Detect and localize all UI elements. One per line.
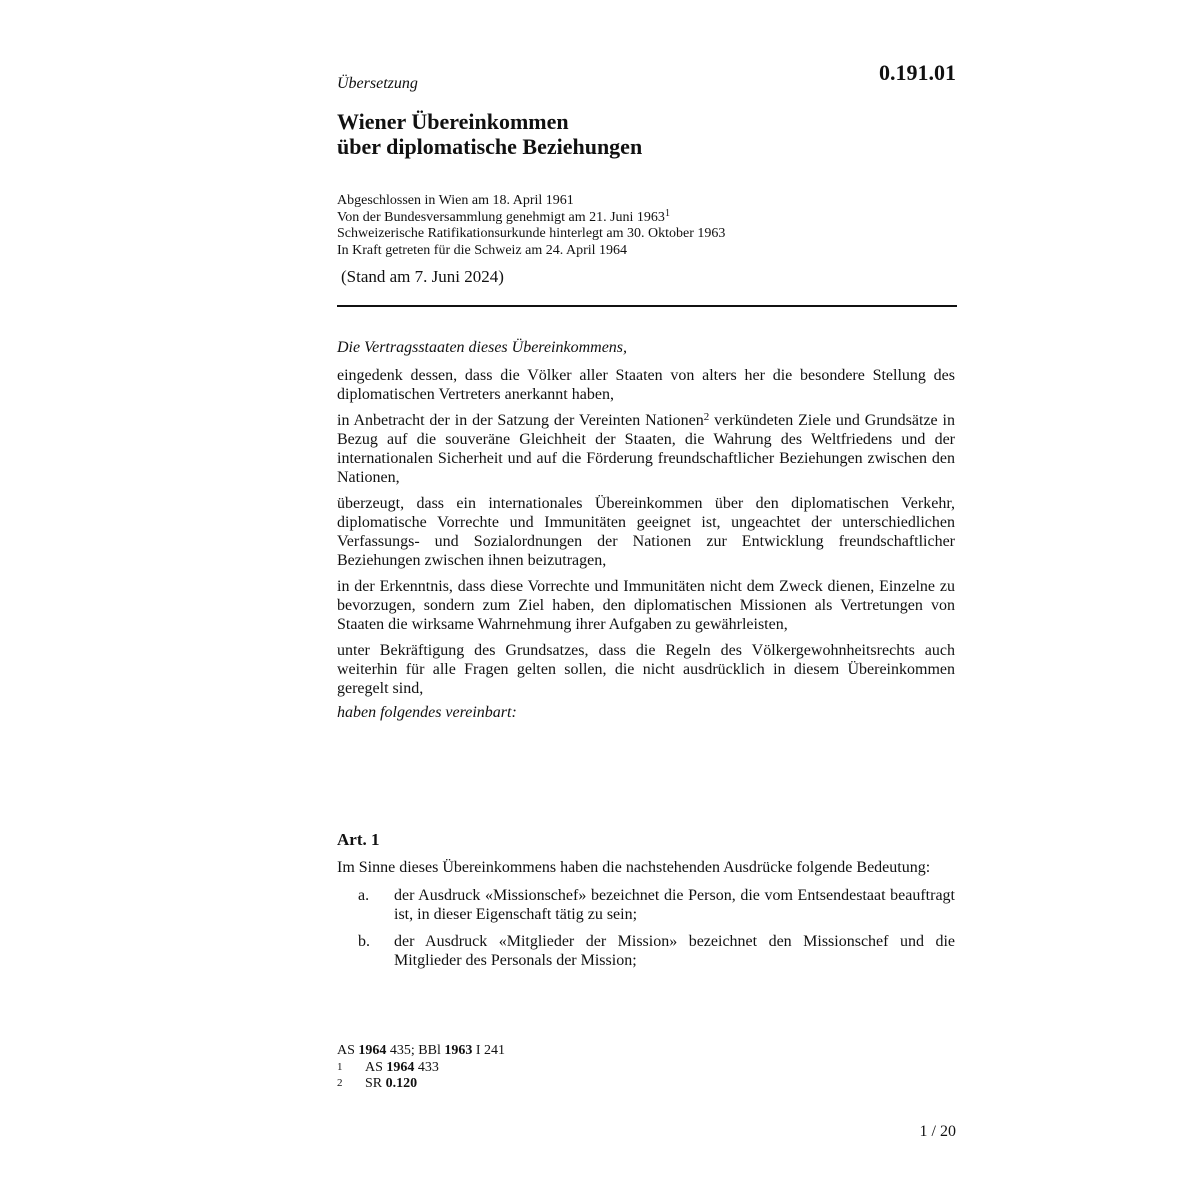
footnote-ref[interactable]: 2 — [703, 411, 710, 423]
preamble-paragraph: überzeugt, dass ein internationales Übereinkommen über den diplomatischen Verkehr, diplomatische Vorrechte und Immunitäten geeignet ist, ungeachtet der unterschiedlichen Verfassungs- und Sozialordnungen der Nationen zur Entwicklung freundschaftlicher Beziehungen zwischen ihnen beizutragen, — [337, 495, 955, 569]
translation-label: Übersetzung — [337, 75, 418, 92]
preamble — [337, 338, 955, 722]
list-item — [337, 932, 955, 970]
status-date: (Stand am 7. Juni 2024) — [341, 267, 504, 286]
preamble-paragraph: in der Erkenntnis, dass diese Vorrechte und Immunitäten nicht dem Zweck dienen, Einzelne zu bevorzugen, sondern zum Ziel haben, den diplomatischen Missionen als Vertretungen von Staaten die wirksame Wahrnehmung ihrer Aufgaben zu gewährleisten, — [337, 578, 955, 633]
article-title: Art. 1 — [337, 830, 380, 849]
title-line-2: über diplomatische Beziehungen — [337, 134, 643, 159]
preamble-paragraph: eingedenk dessen, dass die Völker aller Staaten von alters her die besondere Stellung des diplomatischen Vertreters anerkannt haben, — [337, 367, 955, 403]
list-item — [337, 886, 955, 924]
article-intro: Im Sinne dieses Übereinkommens haben die nachstehenden Ausdrücke folgende Bedeutung: — [337, 859, 931, 876]
footnotes — [337, 1043, 505, 1093]
preamble-paragraph: unter Bekräftigung des Grundsatzes, dass die Regeln des Völkergewohnheitsrechts auch weiterhin für alle Fragen gelten sollen, die nicht ausdrücklich in diesem Übereinkommen geregelt sind, — [337, 642, 955, 697]
list-marker: a. — [358, 887, 370, 904]
list-item-text: der Ausdruck «Mitglieder der Mission» bezeichnet den Missionschef und die Mitglieder des Personals der Mission; — [394, 933, 955, 969]
preamble-paragraph: in Anbetracht der in der Satzung der Vereinten Nationen$^2$ verkündeten Ziele und Grundsätze in Bezug auf die souveräne Gleichheit der Staaten, die Wahrung des Weltfriedens und der internationalen Sicherheit und auf die Förderung freundschaftlicher Beziehungen zwischen den Nationen, — [337, 411, 955, 486]
page-number: 1 / 20 — [919, 1123, 956, 1140]
list-item-text: der Ausdruck «Missionschef» bezeichnet die Person, die vom Entsendestaat beauftragt ist, in dieser Eigenschaft tätig zu sein; — [394, 887, 955, 923]
source-reference: AS 1964 435; BBl 1963 I 241 — [337, 1043, 506, 1058]
footnote-ref[interactable]: 1 — [664, 207, 670, 219]
footnote-2 — [337, 1076, 505, 1093]
header-divider — [337, 305, 957, 307]
footnote-1 — [337, 1060, 505, 1077]
footnote-text: AS 1964 433 — [365, 1059, 439, 1075]
document-title — [337, 109, 642, 159]
preamble-heading: Die Vertragsstaaten dieses Übereinkommens, — [337, 339, 628, 356]
in-force-date: In Kraft getreten für die Schweiz am 24. April 1964 — [337, 242, 628, 258]
footnote-number: 1 — [337, 1060, 343, 1073]
title-line-1: Wiener Übereinkommen — [337, 109, 569, 134]
concluded-date: Abgeschlossen in Wien am 18. April 1961 — [337, 193, 574, 208]
sr-number: 0.191.01 — [879, 60, 956, 85]
approval-date: Von der Bundesversammlung genehmigt am 21. Juni 1963$^1$ — [337, 207, 670, 225]
footnote-text: SR 0.120 — [365, 1076, 418, 1091]
preamble-closing: haben folgendes vereinbart: — [337, 704, 517, 721]
document-metadata — [337, 193, 725, 259]
list-marker: b. — [358, 933, 370, 950]
article-body — [337, 858, 955, 978]
footnote-number: 2 — [337, 1077, 343, 1089]
ratification-date: Schweizerische Ratifikationsurkunde hinterlegt am 30. Oktober 1963 — [337, 226, 726, 241]
